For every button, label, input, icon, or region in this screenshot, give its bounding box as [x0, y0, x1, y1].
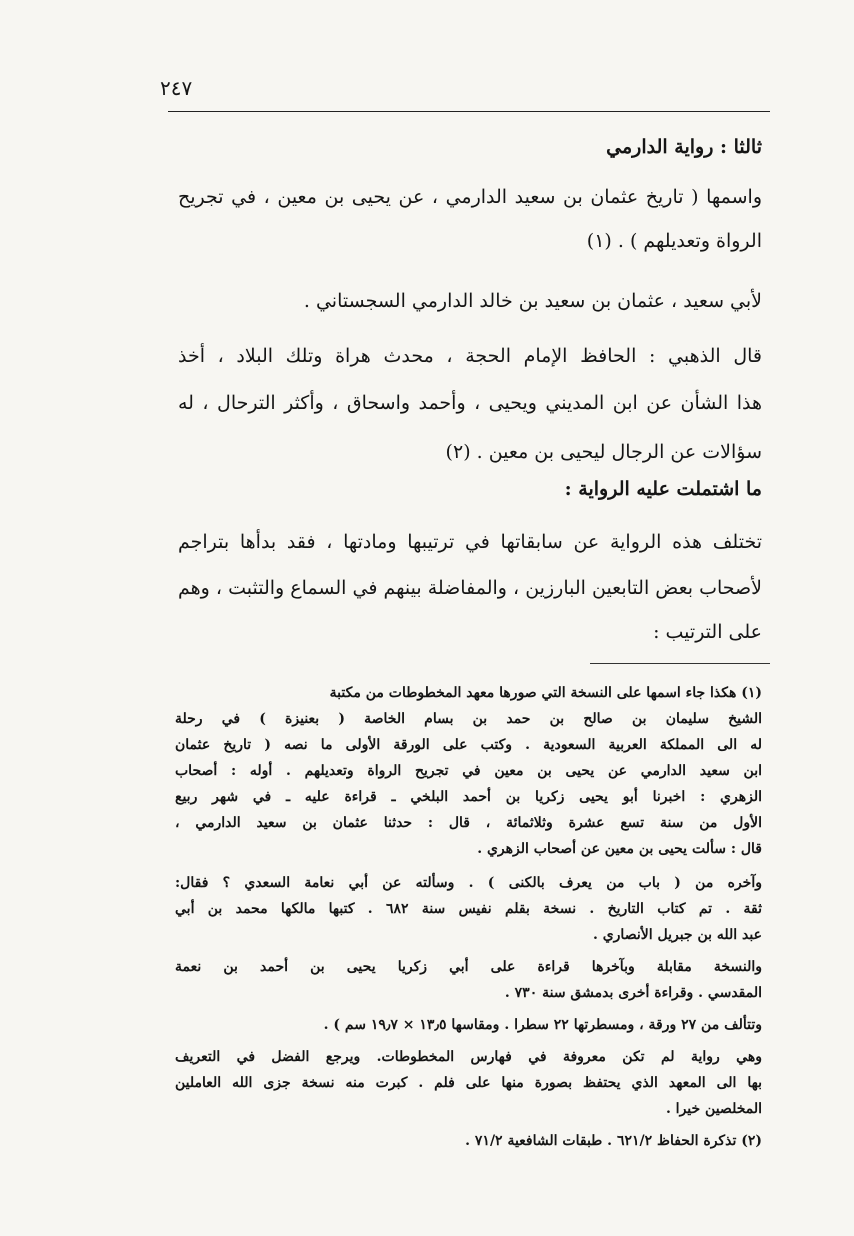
footnote-line-1: (١) هكذا جاء اسمها على النسخة التي صورها معهد المخطوطات من مكتبة	[329, 685, 762, 701]
footnote-line-16: المخلصين خيرا .	[665, 1101, 762, 1117]
footnote-line-12: المقدسي . وقراءة أخرى بدمشق سنة ٧٣٠ .	[504, 985, 762, 1001]
intro-line-2: الرواة وتعديلهم ) . (١)	[586, 230, 762, 252]
footnote-line-7: قال : سألت يحيى بن معين عن أصحاب الزهري .	[477, 841, 762, 857]
footnote-line-8: وآخره من ( باب من يعرف بالكنى ) . وسألته عن أبي نعامة السعدي ؟ فقال:	[175, 875, 762, 891]
dhahabi-line-1: قال الذهبي : الحافظ الإمام الحجة ، محدث هراة وتلك البلاد ، أخذ	[178, 345, 762, 367]
footnote-line-6: الأول من سنة تسع عشرة وثلاثمائة ، قال : حدثنا عثمان بن سعيد الدارمي ،	[175, 815, 762, 831]
page-number: ٢٤٧	[160, 76, 193, 100]
footnote-line-4: ابن سعيد الدارمي عن يحيى بن معين في تجريح الرواة وتعديلهم . أوله : أصحاب	[175, 763, 762, 779]
author-line: لأبي سعيد ، عثمان بن سعيد بن خالد الدارمي السجستاني .	[303, 290, 762, 312]
contents-line-1: تختلف هذه الرواية عن سابقاتها في ترتيبها ومادتها ، فقد بدأها بتراجم	[178, 531, 762, 553]
section-heading: ثالثا : رواية الدارمي	[606, 136, 762, 158]
contents-line-3: على الترتيب :	[653, 621, 762, 643]
dhahabi-line-2: هذا الشأن عن ابن المديني ويحيى ، وأحمد واسحاق ، وأكثر الترحال ، له	[178, 392, 762, 414]
footnote-line-5: الزهري : اخبرنا أبو يحيى زكريا بن أحمد البلخي ـ قراءة عليه ـ في شهر ربيع	[175, 789, 762, 805]
dhahabi-line-3: سؤالات عن الرجال ليحيى بن معين . (٢)	[445, 441, 762, 463]
footnote-rule	[590, 663, 770, 664]
footnote-line-10: عبد الله بن جبريل الأنصاري .	[592, 927, 762, 943]
footnote-line-17: (٢) تذكرة الحفاظ ٦٢١/٢ . طبقات الشافعية ٧١/٢ .	[465, 1133, 762, 1149]
intro-line-1: واسمها ( تاريخ عثمان بن سعيد الدارمي ، عن يحيى بن معين ، في تجريح	[178, 186, 762, 208]
contents-line-2: لأصحاب بعض التابعين البارزين ، والمفاضلة بينهم في السماع والتثبت ، وهم	[178, 577, 762, 599]
footnote-line-9: ثقة . تم كتاب التاريخ . نسخة بقلم نفيس سنة ٦٨٢ . كتبها مالكها محمد بن أبي	[175, 901, 763, 917]
footnote-line-14: وهي رواية لم تكن معروفة في فهارس المخطوطات. ويرجع الفضل في التعريف	[175, 1049, 762, 1065]
footnote-line-2: الشيخ سليمان بن صالح بن حمد بن بسام الخاصة ( بعنيزة ) في رحلة	[175, 711, 762, 727]
footnote-line-15: بها الى المعهد الذي يحتفظ بصورة منها على فلم . كبرت منه نسخة جزى الله العاملين	[175, 1075, 762, 1091]
contents-heading: ما اشتملت عليه الرواية :	[564, 478, 762, 500]
footnote-line-3: له الى المملكة العربية السعودية . وكتب على الورقة الأولى ما نصه ( تاريخ عثمان	[175, 737, 762, 753]
footnote-line-13: وتتألف من ٢٧ ورقة ، ومسطرتها ٢٢ سطرا . ومقاسها ١٣٫٥ × ١٩٫٧ سم ) .	[323, 1017, 762, 1033]
footnote-line-11: والنسخة مقابلة وبآخرها قراءة على أبي زكريا يحيى بن أحمد بن نعمة	[175, 959, 762, 975]
header-rule	[168, 111, 770, 112]
